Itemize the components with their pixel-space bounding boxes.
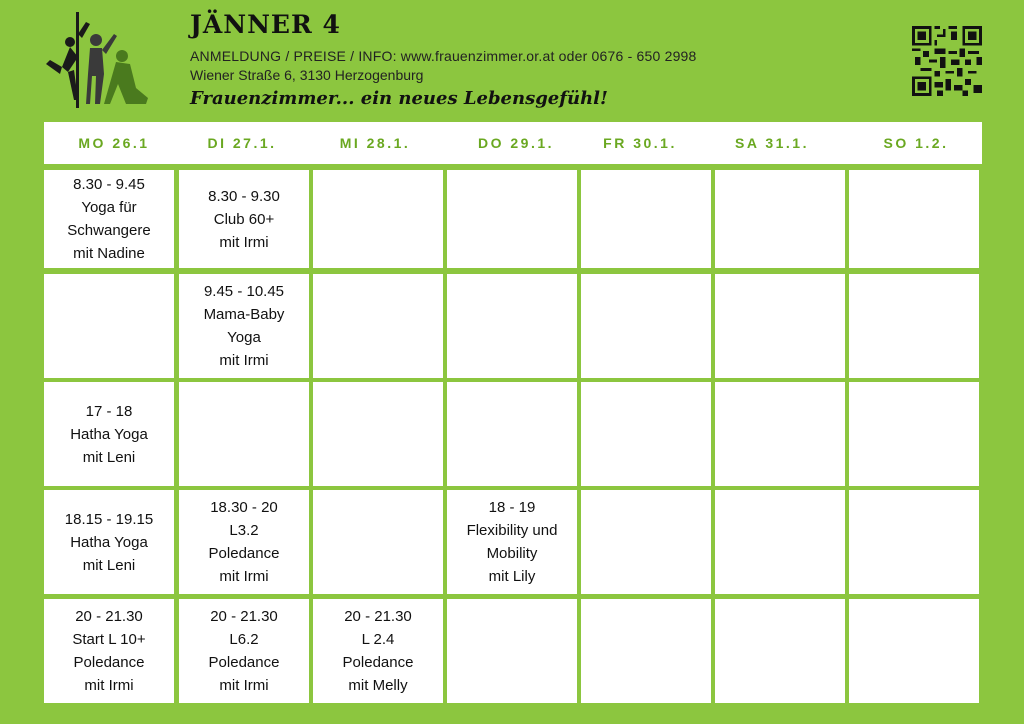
class-slot: 18.15 - 19.15 Hatha Yoga mit Leni	[44, 490, 174, 594]
qr-code-icon	[912, 26, 982, 96]
pole-dance-silhouettes-logo	[40, 12, 150, 108]
empty-slot	[447, 274, 577, 378]
class-slot: 8.30 - 9.45 Yoga für Schwangere mit Nadine	[44, 170, 174, 268]
contact-info: ANMELDUNG / PREISE / INFO: www.frauenzimmer.or.at oder 0676 - 650 2998	[190, 48, 697, 64]
empty-slot	[179, 382, 309, 486]
slogan: Frauenzimmer... ein neues Lebensgefühl!	[190, 88, 608, 109]
empty-slot	[447, 170, 577, 268]
class-slot: 8.30 - 9.30 Club 60+ mit Irmi	[179, 170, 309, 268]
empty-slot	[313, 170, 443, 268]
day-label: DI 27.1.	[207, 135, 277, 151]
class-slot: 9.45 - 10.45 Mama-Baby Yoga mit Irmi	[179, 274, 309, 378]
day-label: DO 29.1.	[477, 135, 555, 151]
class-slot: 20 - 21.30 Start L 10+ Poledance mit Irmi	[44, 599, 174, 703]
class-slot: 20 - 21.30 L6.2 Poledance mit Irmi	[179, 599, 309, 703]
empty-slot	[849, 382, 979, 486]
day-label: MI 28.1.	[339, 135, 411, 151]
empty-slot	[581, 274, 711, 378]
empty-slot	[447, 599, 577, 703]
empty-slot	[313, 274, 443, 378]
empty-slot	[849, 170, 979, 268]
day-header-bar	[44, 122, 982, 164]
empty-slot	[313, 490, 443, 594]
empty-slot	[581, 490, 711, 594]
empty-slot	[849, 599, 979, 703]
empty-slot	[715, 599, 845, 703]
class-slot: 18 - 19 Flexibility und Mobility mit Lily	[447, 490, 577, 594]
empty-slot	[715, 382, 845, 486]
empty-slot	[44, 274, 174, 378]
empty-slot	[581, 170, 711, 268]
empty-slot	[715, 170, 845, 268]
empty-slot	[849, 274, 979, 378]
empty-slot	[313, 382, 443, 486]
class-slot: 17 - 18 Hatha Yoga mit Leni	[44, 382, 174, 486]
day-label: SA 31.1.	[735, 135, 809, 151]
empty-slot	[581, 599, 711, 703]
day-label: MO 26.1	[78, 135, 150, 151]
address: Wiener Straße 6, 3130 Herzogenburg	[190, 67, 424, 83]
empty-slot	[715, 274, 845, 378]
class-slot: 20 - 21.30 L 2.4 Poledance mit Melly	[313, 599, 443, 703]
class-slot: 18.30 - 20 L3.2 Poledance mit Irmi	[179, 490, 309, 594]
page-title: JÄNNER 4	[190, 10, 341, 39]
day-label: FR 30.1.	[603, 135, 677, 151]
empty-slot	[581, 382, 711, 486]
day-label: SO 1.2.	[883, 135, 949, 151]
empty-slot	[849, 490, 979, 594]
empty-slot	[715, 490, 845, 594]
empty-slot	[447, 382, 577, 486]
